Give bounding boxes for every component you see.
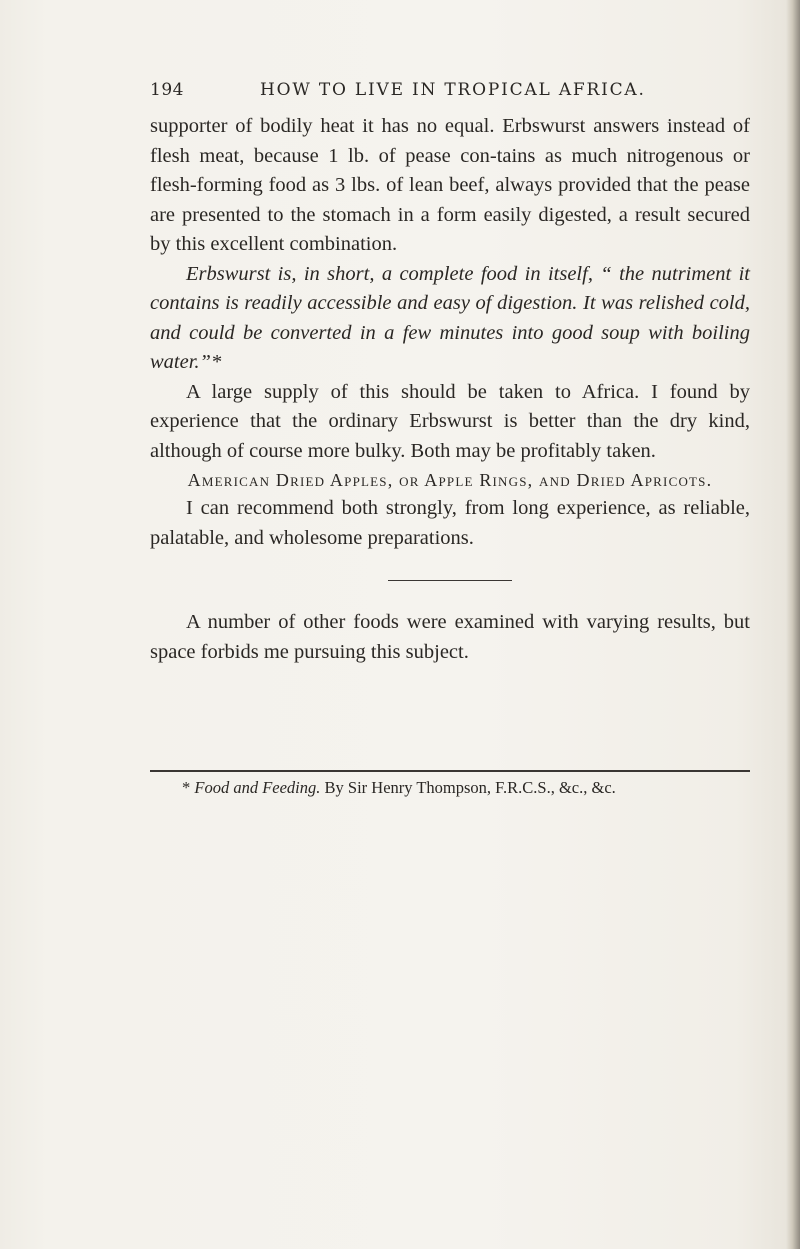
paragraph-2: Erbswurst is, in short, a complete food in itself, “ the nutriment it contains is readily accessible and easy of digestion. It was relished cold, and could be converted in a few minutes into good soup with boiling water.”* <box>150 262 750 373</box>
page-number: 194 <box>150 80 184 100</box>
section-divider <box>388 580 512 581</box>
footnote-marker: * <box>182 778 191 797</box>
section-heading: American Dried Apples, or Apple Rings, and Dried Apricots. <box>187 470 713 490</box>
paragraph-1: supporter of bodily heat it has no equal. Erbswurst answers instead of flesh meat, because 1 lb. of pease con-tains as much nitrogenous or flesh-forming food as 3 lbs. of lean beef, always provided that the pease are presented to the stomach in a form easily digested, a result secured by this excellent combination. <box>150 115 750 255</box>
paragraph-4: I can recommend both strongly, from long experience, as reliable, palatable, and wholesome preparations. <box>150 497 750 549</box>
footnote-divider <box>150 770 750 772</box>
paragraph-3: A large supply of this should be taken to Africa. I found by experience that the ordinary Erbswurst is better than the dry kind, although of course more bulky. Both may be profitably taken. <box>150 380 750 462</box>
footnote-text: By Sir Henry Thompson, F.R.C.S., &c., &c. <box>324 778 616 797</box>
paragraph-5: A number of other foods were examined with varying results, but space forbids me pursuing this subject. <box>150 611 750 663</box>
running-title: HOW TO LIVE IN TROPICAL AFRICA. <box>260 80 646 100</box>
footnote <box>150 777 750 799</box>
page-header <box>150 80 650 106</box>
body-text <box>150 112 750 667</box>
footnote-title: Food and Feeding. <box>194 778 321 797</box>
page-edge-shadow <box>786 0 800 1249</box>
